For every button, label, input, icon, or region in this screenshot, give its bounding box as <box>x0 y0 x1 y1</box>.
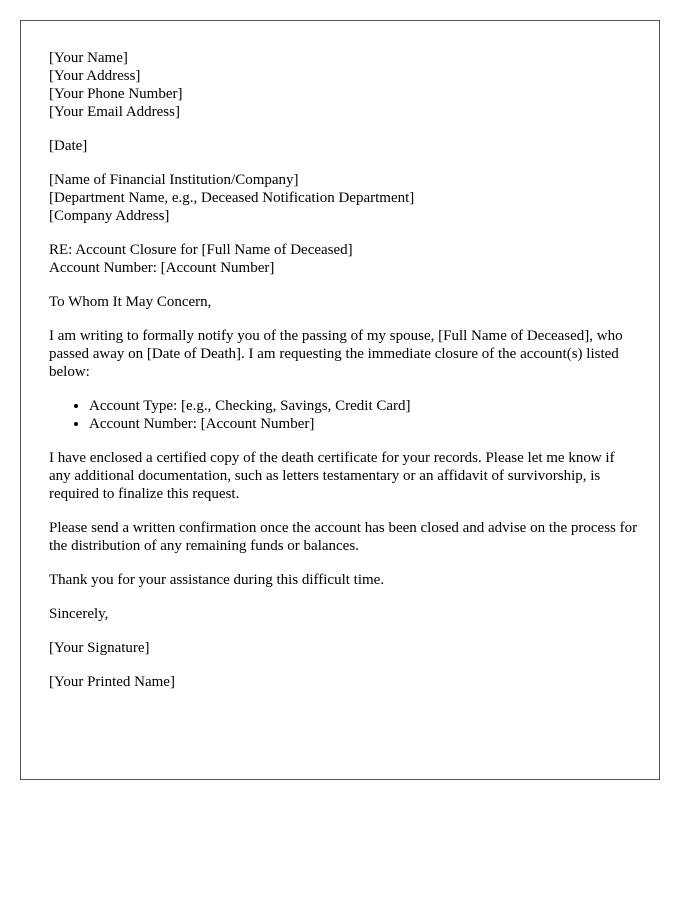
letter-date: [Date] <box>49 138 88 154</box>
closing: Sincerely, <box>49 606 109 622</box>
sender-address: [Your Address] <box>49 68 141 84</box>
paragraph-documentation: I have enclosed a certified copy of the death certificate for your records. Please let me know if any additional documentation, such as letters testamentary or an affidavit of survivorship, is required to finalize this request. <box>49 450 615 502</box>
re-block <box>49 241 639 277</box>
re-account-number: Account Number: [Account Number] <box>49 260 275 276</box>
date-block <box>49 137 639 155</box>
sender-email: [Your Email Address] <box>49 104 180 120</box>
paragraph-confirmation: Please send a written confirmation once the account has been closed and advise on the process for the distribution of any remaining funds or balances. <box>49 520 638 554</box>
sender-phone: [Your Phone Number] <box>49 86 183 102</box>
sender-name: [Your Name] <box>49 50 128 66</box>
letter-body <box>49 49 639 707</box>
account-list <box>49 397 639 433</box>
signature: [Your Signature] <box>49 640 150 656</box>
recipient-department: [Department Name, e.g., Deceased Notification Department] <box>49 190 415 206</box>
account-type-item: • Account Type: [e.g., Checking, Savings, Credit Card] <box>89 397 639 415</box>
sender-block <box>49 49 639 121</box>
recipient-institution: [Name of Financial Institution/Company] <box>49 172 299 188</box>
salutation: To Whom It May Concern, <box>49 294 212 310</box>
printed-name: [Your Printed Name] <box>49 674 175 690</box>
recipient-block <box>49 171 639 225</box>
letter-page <box>20 20 660 780</box>
re-subject: RE: Account Closure for [Full Name of Deceased] <box>49 242 353 258</box>
paragraph-notification: I am writing to formally notify you of the passing of my spouse, [Full Name of Deceased], who passed away on [Date of Death]. I am requesting the immediate closure of the account(s) listed below: <box>49 328 623 380</box>
paragraph-thanks: Thank you for your assistance during this difficult time. <box>49 572 385 588</box>
recipient-address: [Company Address] <box>49 208 170 224</box>
account-number-item: • Account Number: [Account Number] <box>89 415 639 433</box>
